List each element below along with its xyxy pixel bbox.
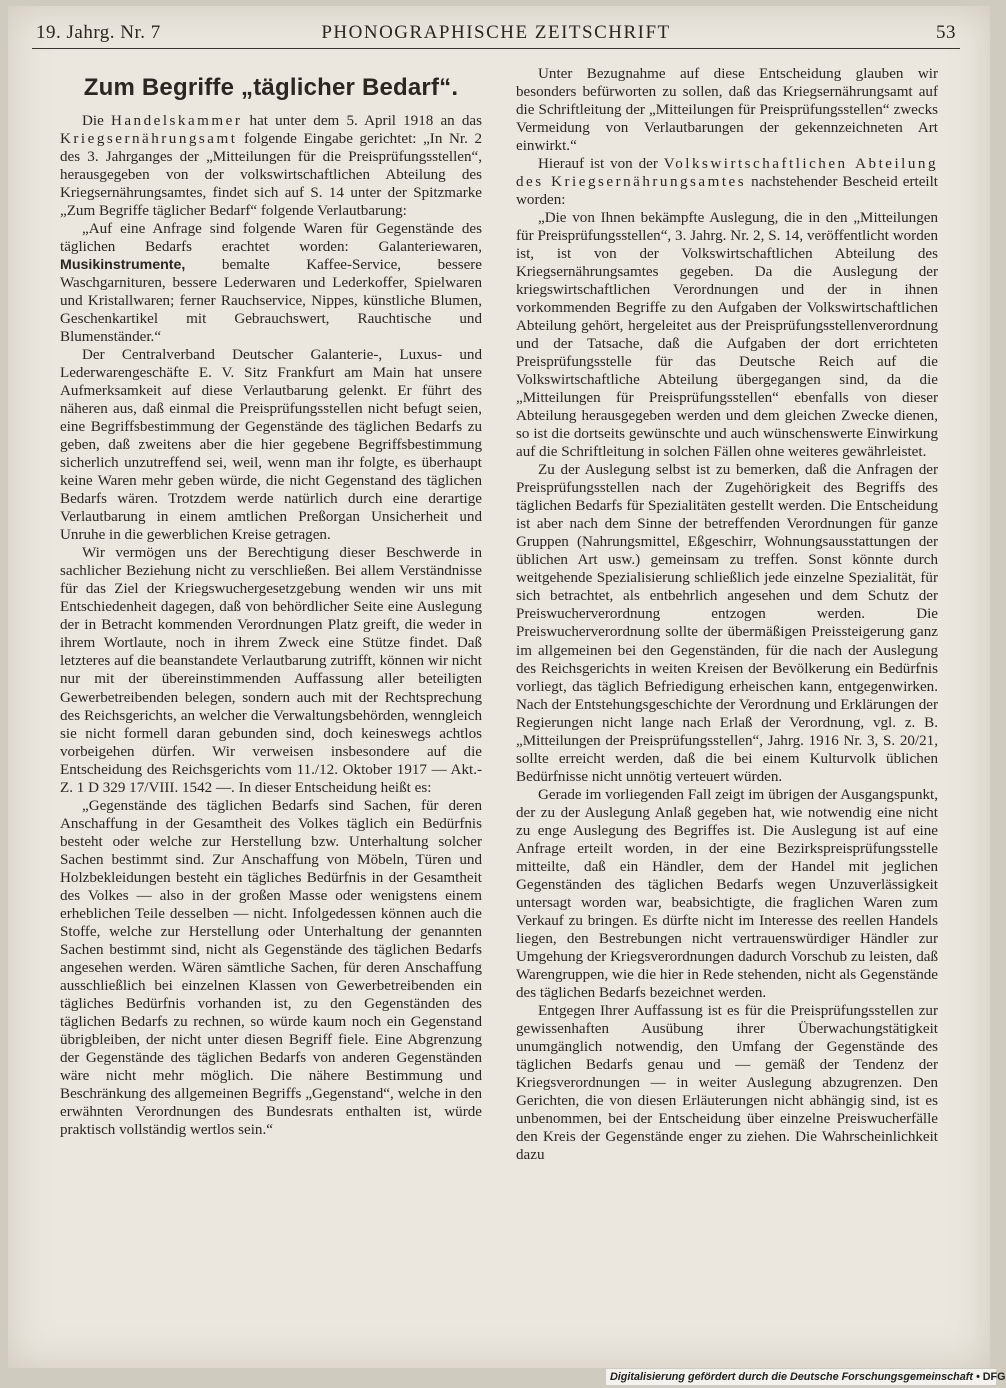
paragraph: Zu der Auslegung selbst ist zu bemerken, daß die Anfragen der Preisprüfungsstellen nach der Zugehörigkeit des Begriffs des täglichen Bedarfs für Spezialitäten gestellt werden. Die Entscheidung ist aber nach dem Sinne der betreffenden Verordnungen für ganze Gruppen (Nahrungsmittel, Eßgeschirr, Wohnungsausstattungen der üblichen Art usw.) gemeinsam zu treffen. Sonst könnte durch weitgehende Spezialisierung schließlich jede einzelne Spezialität, für sich betrachtet, als entbehrlich angesehen und dem Schutz der Preiswucherverordnung entzogen werden. Die Preiswucherverordnung sollte der übermäßigen Preissteigerung ganz im allgemeinen bei den Gegenständen, für die nach der Auslegung des Reichsgerichts in weiten Kreisen der Bevölkerung ein Bedürfnis vorliegt, das täglich Befriedigung erheischen kann, entgegenwirken. Nach der Entstehungsgeschichte der Verordnung und Erklärungen der Regierungen nicht lange nach Erlaß der Verordnung, vgl. z. B. „Mitteilungen der Preisprüfungsstellen“, Jahrg. 1916 Nr. 3, S. 20/21, sollte erreicht werden, daß die bei einem Kulturvolk üblichen Bedürfnisse nicht unnötig verteuert würden. [516, 462, 938, 785]
journal-title: PHONOGRAPHISCHE ZEITSCHRIFT [321, 22, 671, 43]
paragraph: Wir vermögen uns der Berechtigung dieser Beschwerde in sachlicher Beziehung nicht zu verschließen. Bei allem Verständnisse für das Ziel der Kriegswuchergesetzgebung wenden wir uns mit Entschiedenheit dagegen, daß von behördlicher Seite eine Auslegung der in Betracht kommenden Verordnungen Platz greift, die weder in ihrem Wortlaute, noch in ihrem Zweck eine Stütze findet. Daß letzteres auf die beanstandete Verlautbarung zutrifft, können wir nicht nur mit der übereinstimmenden Auffassung aller beteiligten Gewerbetreibenden belegen, sondern auch mit der Rechtsprechung des Reichsgerichts, an welcher die Verwaltungsbehörden, wenngleich sie nicht formell daran gebunden sind, doch keineswegs achtlos vorbeigehen dürfen. Wir verweisen insbesondere auf die Entscheidung des Reichsgerichts vom 11./12. Oktober 1917 — Akt.-Z. 1 D 329 17/VIII. 1542 —. In dieser Entscheidung heißt es: [60, 545, 482, 796]
right-column [516, 65, 938, 1164]
paragraph: Hierauf ist von der Volkswirtschaftlichen Abteilung des Kriegsernährungsamtes nachstehender Bescheid erteilt worden: [516, 156, 939, 209]
paragraph: Gerade im vorliegenden Fall zeigt im übrigen der Ausgangspunkt, der zu der Auslegung Anlaß gegeben hat, wie notwendig eine nicht zu enge Auslegung des Begriffes ist. Die Auslegung ist auf eine Anfrage erteilt worden, in der eine Bezirkspreisprüfungsstelle mitteilte, daß ein Händler, dem der Handel mit jeglichen Gegenständen des täglichen Bedarfs wegen Unzuverlässigkeit untersagt worden war, beabsichtigte, die fraglichen Waren zum Verkauf zu bringen. Es dürfte nicht im Interesse des reellen Handels liegen, den Bestrebungen nicht vertrauenswürdiger Händler zur Umgehung der Kriegsverordnungen dadurch Vorschub zu leisten, daß Warengruppen, wie die hier in Rede stehenden, nicht als Gegenstände des täglichen Bedarfs bezeichnet werden. [516, 786, 938, 1001]
quote-paragraph: „Auf eine Anfrage sind folgende Waren für Gegenstände des täglichen Bedarfs erachtet worden: Galanteriewaren, Musikinstrumente, bemalte Kaffee-Service, bessere Waschgarnituren, bessere Lederwaren und Lederkoffer, Spielwaren und Kristallwaren; ferner Rauchservice, Nippes, künstliche Blumen, Geschenkartikel mit Gebrauchswert, Rauchtische und Blumenständer.“ [60, 221, 482, 346]
dfg-logo: DFG [982, 1371, 1006, 1383]
article-title: Zum Begriffe „täglicher Bedarf“. [83, 74, 459, 101]
left-column [60, 64, 482, 1139]
journal-page [8, 6, 990, 1368]
emphasis-text: Musikinstrumente, [60, 257, 186, 274]
paragraph: Der Centralverband Deutscher Galanterie-, Luxus- und Lederwarengeschäfte E. V. Sitz Frankfurt am Main hat unsere Aufmerksamkeit auf diese Verlautbarung gelenkt. Er führt des näheren aus, daß einmal die Preisprüfungsstellen nicht befugt seien, eine Begriffsbestimmung der Gegenstände des täglichen Bedarfs zu geben, daß zweitens aber die hier gegebene Begriffsbestimmung sicherlich unzutreffend sei, weil, wenn man ihr folgte, es überhaupt keine Waren mehr geben würde, die nicht Gegenstand des täglichen Bedarfs wären. Trotzdem werde natürlich durch eine derartige Verlautbarung in einem amtlichen Preßorgan Unsicherheit und Unruhe in die gewerblichen Kreise getragen. [60, 347, 482, 544]
quote-paragraph: „Gegenstände des täglichen Bedarfs sind Sachen, für deren Anschaffung in der Gesamtheit des Volkes täglich ein Bedürfnis besteht oder welche zur Herstellung bzw. Unterhaltung solcher Sachen bestimmt sind. Zur Anschaffung von Möbeln, Türen und Holzbekleidungen besteht ein tägliches Bedürfnis in der Gesamtheit des Volkes — also in der großen Masse oder wenigstens einem erheblichen Teile desselben — nicht. Infolgedessen können auch die Stoffe, welche zur Herstellung oder Unterhaltung der genannten Sachen bestimmt sind, nicht als Gegenstände des täglichen Bedarfs angesehen werden. Wären sämtliche Sachen, für deren Anschaffung ausschließlich bei einzelnen Klassen von Gewerbetreibenden ein tägliches Bedürfnis vorhanden ist, zu den Gegenständen des täglichen Bedarfs zu rechnen, so würde kaum noch ein Gegenstand übrigbleiben, der nicht unter diesen Begriff fiele. Eine Abgrenzung der Gegenstände des täglichen Bedarfs von anderen Gegenständen wäre nicht mehr möglich. Die nähere Bestimmung und Beschränkung des allgemeinen Begriffs „Gegenstand“, welche in den erwähnten Verordnungen des Bundesrats enthalten ist, würde praktisch vollständig wertlos sein.“ [60, 797, 482, 1138]
page-header [32, 20, 960, 49]
funding-note: Digitalisierung gefördert durch die Deutsche Forschungsgemeinschaft • [610, 1371, 980, 1383]
paragraph: Die Handelskammer hat unter dem 5. April 1918 an das Kriegsernährungsamt folgende Eingabe gerichtet: „In Nr. 2 des 3. Jahrganges der „Mitteilungen für die Preisprüfungsstellen“, herausgegeben von der volkswirtschaftlichen Abteilung des Kriegsernährungsamtes, findet sich auf S. 14 unter der Spitzmarke „Zum Begriffe täglicher Bedarf“ folgende Verlautbarung: [60, 113, 482, 220]
funding-footer [606, 1369, 1006, 1385]
issue-label: 19. Jahrg. Nr. 7 [36, 22, 161, 43]
paragraph: Entgegen Ihrer Auffassung ist es für die Preisprüfungsstellen zur gewissenhaften Ausübung ihrer Überwachungstätigkeit unumgänglich notwendig, den Umfang der Gegenstände des täglichen Bedarfs genau und — gemäß der Tendenz der Kriegsverordnungen — in weiter Auslegung abzugrenzen. Den Gerichten, die von diesen Erläuterungen nicht abhängig sind, ist es unbenommen, bei der Entscheidung über einzelne Preiswucherfälle den Kreis der Gegenstände enger zu ziehen. Die Wahrscheinlichkeit dazu [516, 1002, 938, 1163]
paragraph: Unter Bezugnahme auf diese Entscheidung glauben wir besonders befürworten zu sollen, daß das Kriegsernährungsamt auf die Schriftleitung der „Mitteilungen für Preisprüfungsstellen“ zwecks Vermeidung von Verlautbarungen der gekennzeichneten Art einwirkt.“ [516, 66, 938, 155]
page-number: 53 [936, 22, 956, 43]
quote-paragraph: „Die von Ihnen bekämpfte Auslegung, die in den „Mitteilungen für Preisprüfungsstellen“, 3. Jahrg. Nr. 2, S. 14, veröffentlicht worden ist, ist von der Volkswirtschaftlichen Abteilung des Kriegsernährungsamtes gegeben. Da die Auslegung der kriegswirtschaftlichen Verordnungen und der in ihnen vorkommenden Begriffe zu den Aufgaben der Volkswirtschaftlichen Abteilung gehört, hergeleitet aus der Preisprüfungsstellenverordnung und der Tatsache, daß die Aufgaben der dort errichteten Preisprüfungsstelle für das Deutsche Reich auf die Volkswirtschaftliche Abteilung übergegangen sind, da die „Mitteilungen für Preisprüfungsstellen“ ebenfalls von dieser Abteilung herausgegeben werden und dem gleichen Zwecke dienen, so ist die dortseits gewünschte und auch wünschenswerte Einwirkung auf die Schriftleitung in solchen Fällen ohne weiteres gewährleistet. [516, 210, 938, 461]
